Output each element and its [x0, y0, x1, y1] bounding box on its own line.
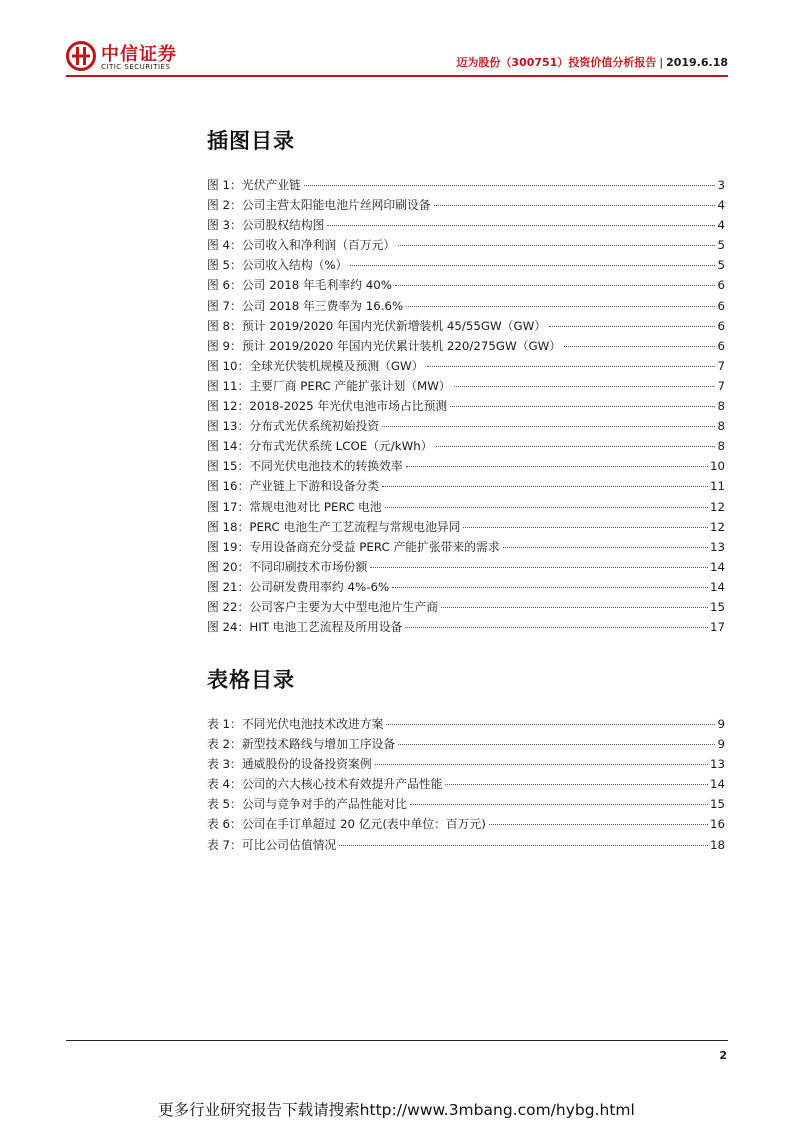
toc-entry[interactable] — [207, 795, 725, 815]
toc-dot-leader — [370, 567, 708, 568]
toc-entry[interactable] — [207, 196, 725, 216]
toc-dot-leader — [564, 346, 715, 347]
toc-entry[interactable] — [207, 216, 725, 236]
toc-entry-page: 13 — [709, 539, 725, 554]
toc-entry-page: 9 — [717, 737, 725, 752]
toc-entry-page: 17 — [709, 620, 725, 635]
toc-entry-page: 14 — [709, 579, 725, 594]
toc-dot-leader — [304, 185, 716, 186]
header-separator: | — [659, 56, 664, 69]
download-watermark: 更多行业研究报告下载请搜索http://www.3mbang.com/hybg.html — [158, 1101, 635, 1119]
toc-entry[interactable] — [207, 417, 725, 437]
toc-entry-page: 10 — [709, 459, 725, 474]
toc-dot-leader — [454, 386, 716, 387]
toc-entry-page: 11 — [709, 479, 725, 494]
toc-entry-label: 图 21：公司研发费用率约 4%-6% — [207, 579, 390, 594]
toc-dot-leader — [327, 225, 715, 226]
toc-entry[interactable] — [207, 477, 725, 497]
toc-dot-leader — [398, 744, 715, 745]
toc-entry-page: 5 — [717, 258, 725, 273]
toc-entry-page: 18 — [709, 837, 725, 852]
toc-entry-page: 4 — [717, 198, 725, 213]
toc-entry-page: 12 — [709, 499, 725, 514]
toc-entry-label: 图 8：预计 2019/2020 年国内光伏新增装机 45/55GW（GW） — [207, 318, 547, 333]
toc-entry[interactable] — [207, 598, 725, 618]
toc-entry-label: 图 14：分布式光伏系统 LCOE（元/kWh） — [207, 439, 433, 454]
header-divider — [66, 75, 728, 77]
figures-toc-list — [207, 176, 725, 638]
toc-dot-leader — [489, 824, 708, 825]
toc-entry-label: 图 3：公司股权结构图 — [207, 218, 325, 233]
toc-dot-leader — [427, 366, 716, 367]
toc-entry-label: 表 1：不同光伏电池技术改进方案 — [207, 717, 384, 731]
toc-entry-page: 8 — [717, 399, 725, 414]
page-header — [66, 40, 728, 76]
toc-dot-leader — [385, 507, 708, 508]
toc-entry-label: 图 2：公司主营太阳能电池片丝网印刷设备 — [207, 198, 431, 213]
toc-entry[interactable] — [207, 337, 725, 357]
toc-entry[interactable] — [207, 618, 725, 638]
toc-dot-leader — [410, 804, 708, 805]
toc-entry[interactable] — [207, 498, 725, 518]
logo-english-text: CITIC SECURITIES — [101, 63, 171, 71]
toc-entry-label: 图 7：公司 2018 年三费率为 16.6% — [207, 298, 404, 313]
toc-entry-label: 图 11：主要厂商 PERC 产能扩张计划（MW） — [207, 378, 451, 393]
toc-entry-page: 15 — [709, 797, 725, 812]
toc-entry-label: 图 19：专用设备商充分受益 PERC 产能扩张带来的需求 — [207, 539, 500, 554]
figures-toc-title: 插图目录 — [207, 129, 295, 153]
toc-entry-label: 图 17：常规电池对比 PERC 电池 — [207, 499, 382, 514]
report-date: 2019.6.18 — [666, 56, 728, 69]
toc-entry[interactable] — [207, 276, 725, 296]
toc-entry-page: 14 — [709, 777, 725, 792]
toc-entry[interactable] — [207, 735, 725, 755]
toc-entry-label: 图 9：预计 2019/2020 年国内光伏累计装机 220/275GW（GW） — [207, 338, 562, 353]
toc-dot-leader — [386, 724, 715, 725]
toc-entry-page: 3 — [717, 178, 725, 192]
toc-entry-label: 图 20：不同印刷技术市场份额 — [207, 559, 368, 574]
logo-chinese-text: 中信证券 — [101, 44, 177, 65]
toc-entry-page: 7 — [717, 378, 725, 393]
toc-entry-page: 7 — [717, 358, 725, 373]
toc-entry-label: 图 16：产业链上下游和设备分类 — [207, 479, 380, 494]
toc-entry[interactable] — [207, 297, 725, 317]
toc-dot-leader — [445, 784, 708, 785]
footer-divider — [66, 1040, 728, 1041]
toc-entry-label: 图 1：光伏产业链 — [207, 178, 301, 192]
toc-entry-page: 5 — [717, 238, 725, 253]
toc-entry-page: 13 — [709, 757, 725, 772]
toc-dot-leader — [436, 446, 716, 447]
toc-entry-page: 16 — [709, 817, 725, 832]
toc-entry[interactable] — [207, 775, 725, 795]
toc-entry-label: 图 24：HIT 电池工艺流程及所用设备 — [207, 620, 403, 635]
report-title: 迈为股份（300751）投资价值分析报告 — [456, 56, 657, 69]
toc-entry-page: 8 — [717, 419, 725, 434]
toc-entry[interactable] — [207, 437, 725, 457]
toc-dot-leader — [549, 326, 715, 327]
toc-entry[interactable] — [207, 256, 725, 276]
tables-toc-title: 表格目录 — [207, 668, 295, 692]
toc-dot-leader — [406, 466, 708, 467]
toc-entry-label: 图 18：PERC 电池生产工艺流程与常规电池异同 — [207, 519, 461, 534]
toc-dot-leader — [434, 205, 716, 206]
toc-entry[interactable] — [207, 755, 725, 775]
tables-toc-list — [207, 715, 725, 856]
toc-entry[interactable] — [207, 518, 725, 538]
toc-entry-label: 表 5：公司与竞争对手的产品性能对比 — [207, 797, 408, 812]
toc-entry-page: 12 — [709, 519, 725, 534]
toc-entry-page: 6 — [717, 298, 725, 313]
toc-entry[interactable] — [207, 176, 725, 196]
toc-entry-label: 图 12：2018-2025 年光伏电池市场占比预测 — [207, 399, 448, 414]
toc-entry-page: 15 — [709, 599, 725, 614]
toc-entry-page: 8 — [717, 439, 725, 454]
toc-entry-page: 6 — [717, 278, 725, 293]
toc-dot-leader — [463, 527, 708, 528]
toc-dot-leader — [339, 845, 708, 846]
toc-entry[interactable] — [207, 457, 725, 477]
toc-entry-label: 图 5：公司收入结构（%） — [207, 258, 348, 273]
toc-entry-label: 图 4：公司收入和净利润（百万元） — [207, 238, 396, 253]
toc-dot-leader — [406, 306, 715, 307]
toc-dot-leader — [350, 265, 715, 266]
toc-entry-page: 6 — [717, 318, 725, 333]
toc-entry-label: 表 2：新型技术路线与增加工序设备 — [207, 737, 396, 752]
toc-entry-label: 表 7：可比公司估值情况 — [207, 837, 337, 852]
toc-entry-page: 4 — [717, 218, 725, 233]
toc-entry[interactable] — [207, 538, 725, 558]
toc-entry-label: 图 15：不同光伏电池技术的转换效率 — [207, 459, 403, 474]
toc-entry[interactable] — [207, 715, 725, 735]
toc-entry-page: 14 — [709, 559, 725, 574]
toc-dot-leader — [395, 285, 716, 286]
toc-entry-label: 图 6：公司 2018 年毛利率约 40% — [207, 278, 392, 293]
toc-entry[interactable] — [207, 836, 725, 856]
toc-entry[interactable] — [207, 397, 725, 417]
toc-dot-leader — [375, 764, 708, 765]
header-report-info — [456, 54, 728, 70]
toc-entry-page: 6 — [717, 338, 725, 353]
toc-entry[interactable] — [207, 357, 725, 377]
toc-dot-leader — [382, 486, 708, 487]
toc-dot-leader — [382, 426, 715, 427]
toc-entry-page: 9 — [717, 717, 725, 731]
page-number: 2 — [719, 1049, 727, 1062]
toc-dot-leader — [450, 406, 715, 407]
toc-entry[interactable] — [207, 815, 725, 835]
toc-entry-label: 表 3：通威股份的设备投资案例 — [207, 757, 372, 772]
citic-logo-icon — [66, 41, 96, 71]
toc-entry-label: 表 6：公司在手订单超过 20 亿元(表中单位：百万元) — [207, 817, 486, 832]
toc-dot-leader — [405, 627, 708, 628]
toc-dot-leader — [441, 607, 708, 608]
toc-dot-leader — [503, 547, 708, 548]
toc-entry[interactable] — [207, 236, 725, 256]
toc-entry[interactable] — [207, 317, 725, 337]
toc-entry[interactable] — [207, 558, 725, 578]
toc-dot-leader — [392, 587, 708, 588]
toc-entry-label: 图 13：分布式光伏系统初始投资 — [207, 419, 380, 434]
toc-entry[interactable] — [207, 377, 725, 397]
citic-logo — [66, 40, 186, 74]
toc-entry-label: 图 10：全球光伏装机规模及预测（GW） — [207, 358, 424, 373]
toc-entry-label: 表 4：公司的六大核心技术有效提升产品性能 — [207, 777, 443, 792]
toc-dot-leader — [398, 245, 715, 246]
toc-entry[interactable] — [207, 578, 725, 598]
toc-entry-label: 图 22：公司客户主要为大中型电池片生产商 — [207, 599, 439, 614]
